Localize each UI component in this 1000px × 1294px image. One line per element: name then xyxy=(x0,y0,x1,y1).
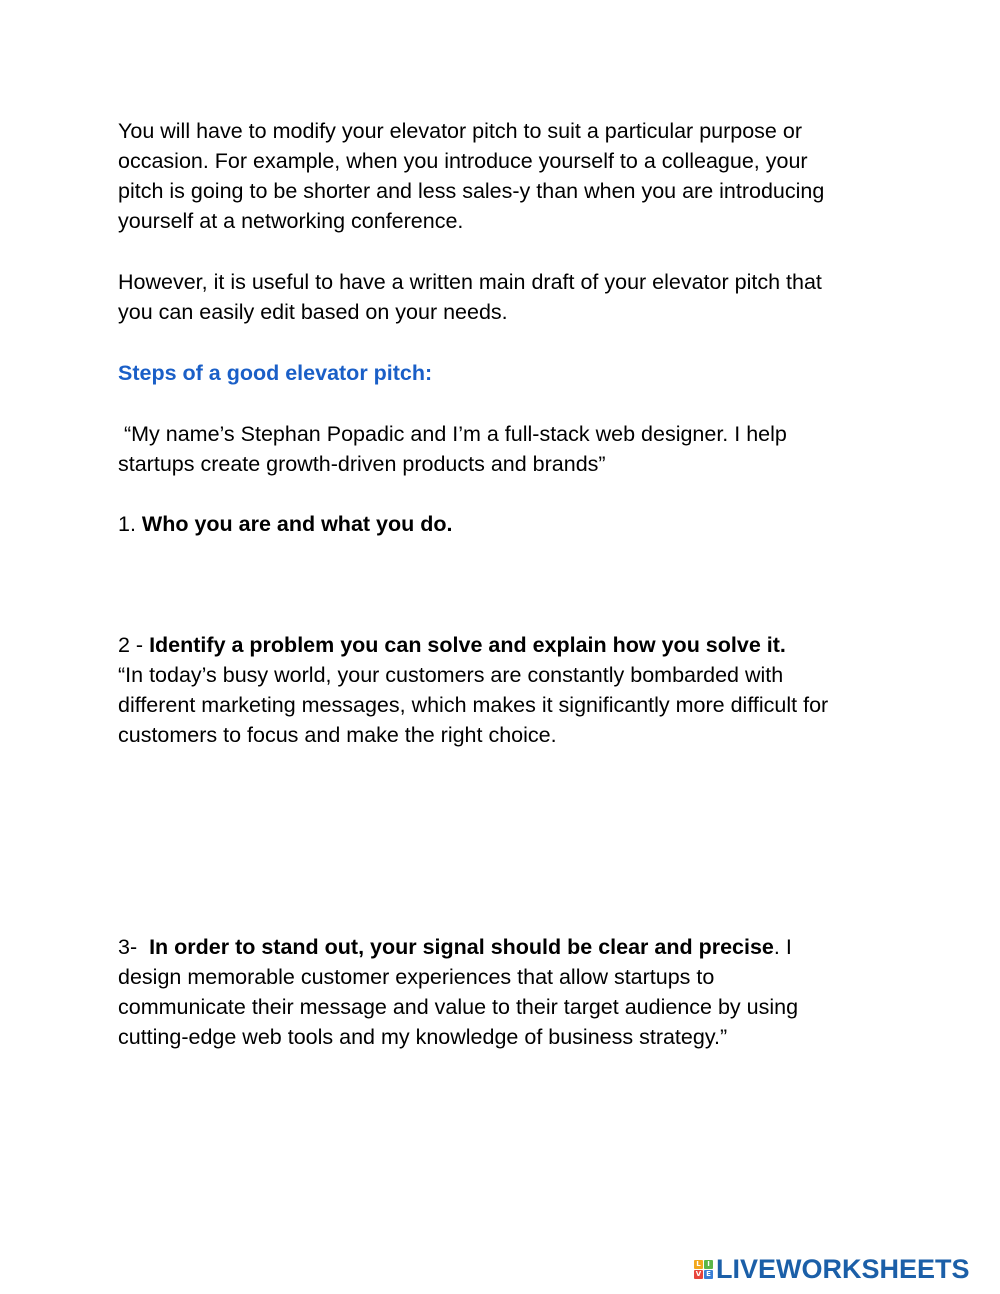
step-2-title: Identify a problem you can solve and explain how you solve it. xyxy=(149,633,786,657)
paragraph-1-line-2: occasion. For example, when you introduce yourself to a colleague, your xyxy=(118,149,808,173)
step-2 xyxy=(118,630,786,660)
step-2-line-3: customers to focus and make the right choice. xyxy=(118,723,557,747)
step-3 xyxy=(118,932,792,962)
step-3-line-2: communicate their message and value to their target audience by using xyxy=(118,995,799,1019)
paragraph-1-line-3: pitch is going to be shorter and less sales-y than when you are introducing xyxy=(118,179,825,203)
logo-mark-letter: E xyxy=(704,1270,713,1279)
step-3-line-3: cutting-edge web tools and my knowledge of business strategy.” xyxy=(118,1025,728,1049)
step-3-prefix: 3- xyxy=(118,935,150,959)
step-3-line-1: design memorable customer experiences that allow startups to xyxy=(118,965,715,989)
liveworksheets-logo xyxy=(694,1254,970,1284)
paragraph-1-line-1: You will have to modify your elevator pitch to suit a particular purpose or xyxy=(118,119,802,143)
steps-heading: Steps of a good elevator pitch: xyxy=(118,361,433,385)
step-1-title: Who you are and what you do. xyxy=(141,512,453,536)
step-1 xyxy=(118,509,452,539)
step-2-line-2: different marketing messages, which makes it significantly more difficult for xyxy=(118,693,829,717)
step-3-title: In order to stand out, your signal should be clear and precise xyxy=(149,935,774,959)
step-1-prefix: 1. xyxy=(118,512,142,536)
quote-line-1: “My name’s Stephan Popadic and I’m a full-stack web designer. I help xyxy=(118,422,787,446)
logo-mark-letter: V xyxy=(695,1269,702,1278)
liveworksheets-logo-text: LIVEWORKSHEETS xyxy=(716,1253,970,1284)
quote-line-2: startups create growth-driven products and brands” xyxy=(118,452,606,476)
paragraph-2-line-2: you can easily edit based on your needs. xyxy=(118,300,508,324)
paragraph-1-line-4: yourself at a networking conference. xyxy=(118,209,464,233)
step-3-title-suffix: . I xyxy=(773,935,792,959)
logo-mark-letter: L xyxy=(694,1260,703,1269)
step-2-line-1: “In today’s busy world, your customers are constantly bombarded with xyxy=(118,663,784,687)
liveworksheets-logo-mark-icon xyxy=(694,1260,713,1279)
step-2-prefix: 2 - xyxy=(118,633,150,657)
logo-mark-letter: I xyxy=(704,1260,713,1269)
paragraph-2-line-1: However, it is useful to have a written main draft of your elevator pitch that xyxy=(118,270,822,294)
